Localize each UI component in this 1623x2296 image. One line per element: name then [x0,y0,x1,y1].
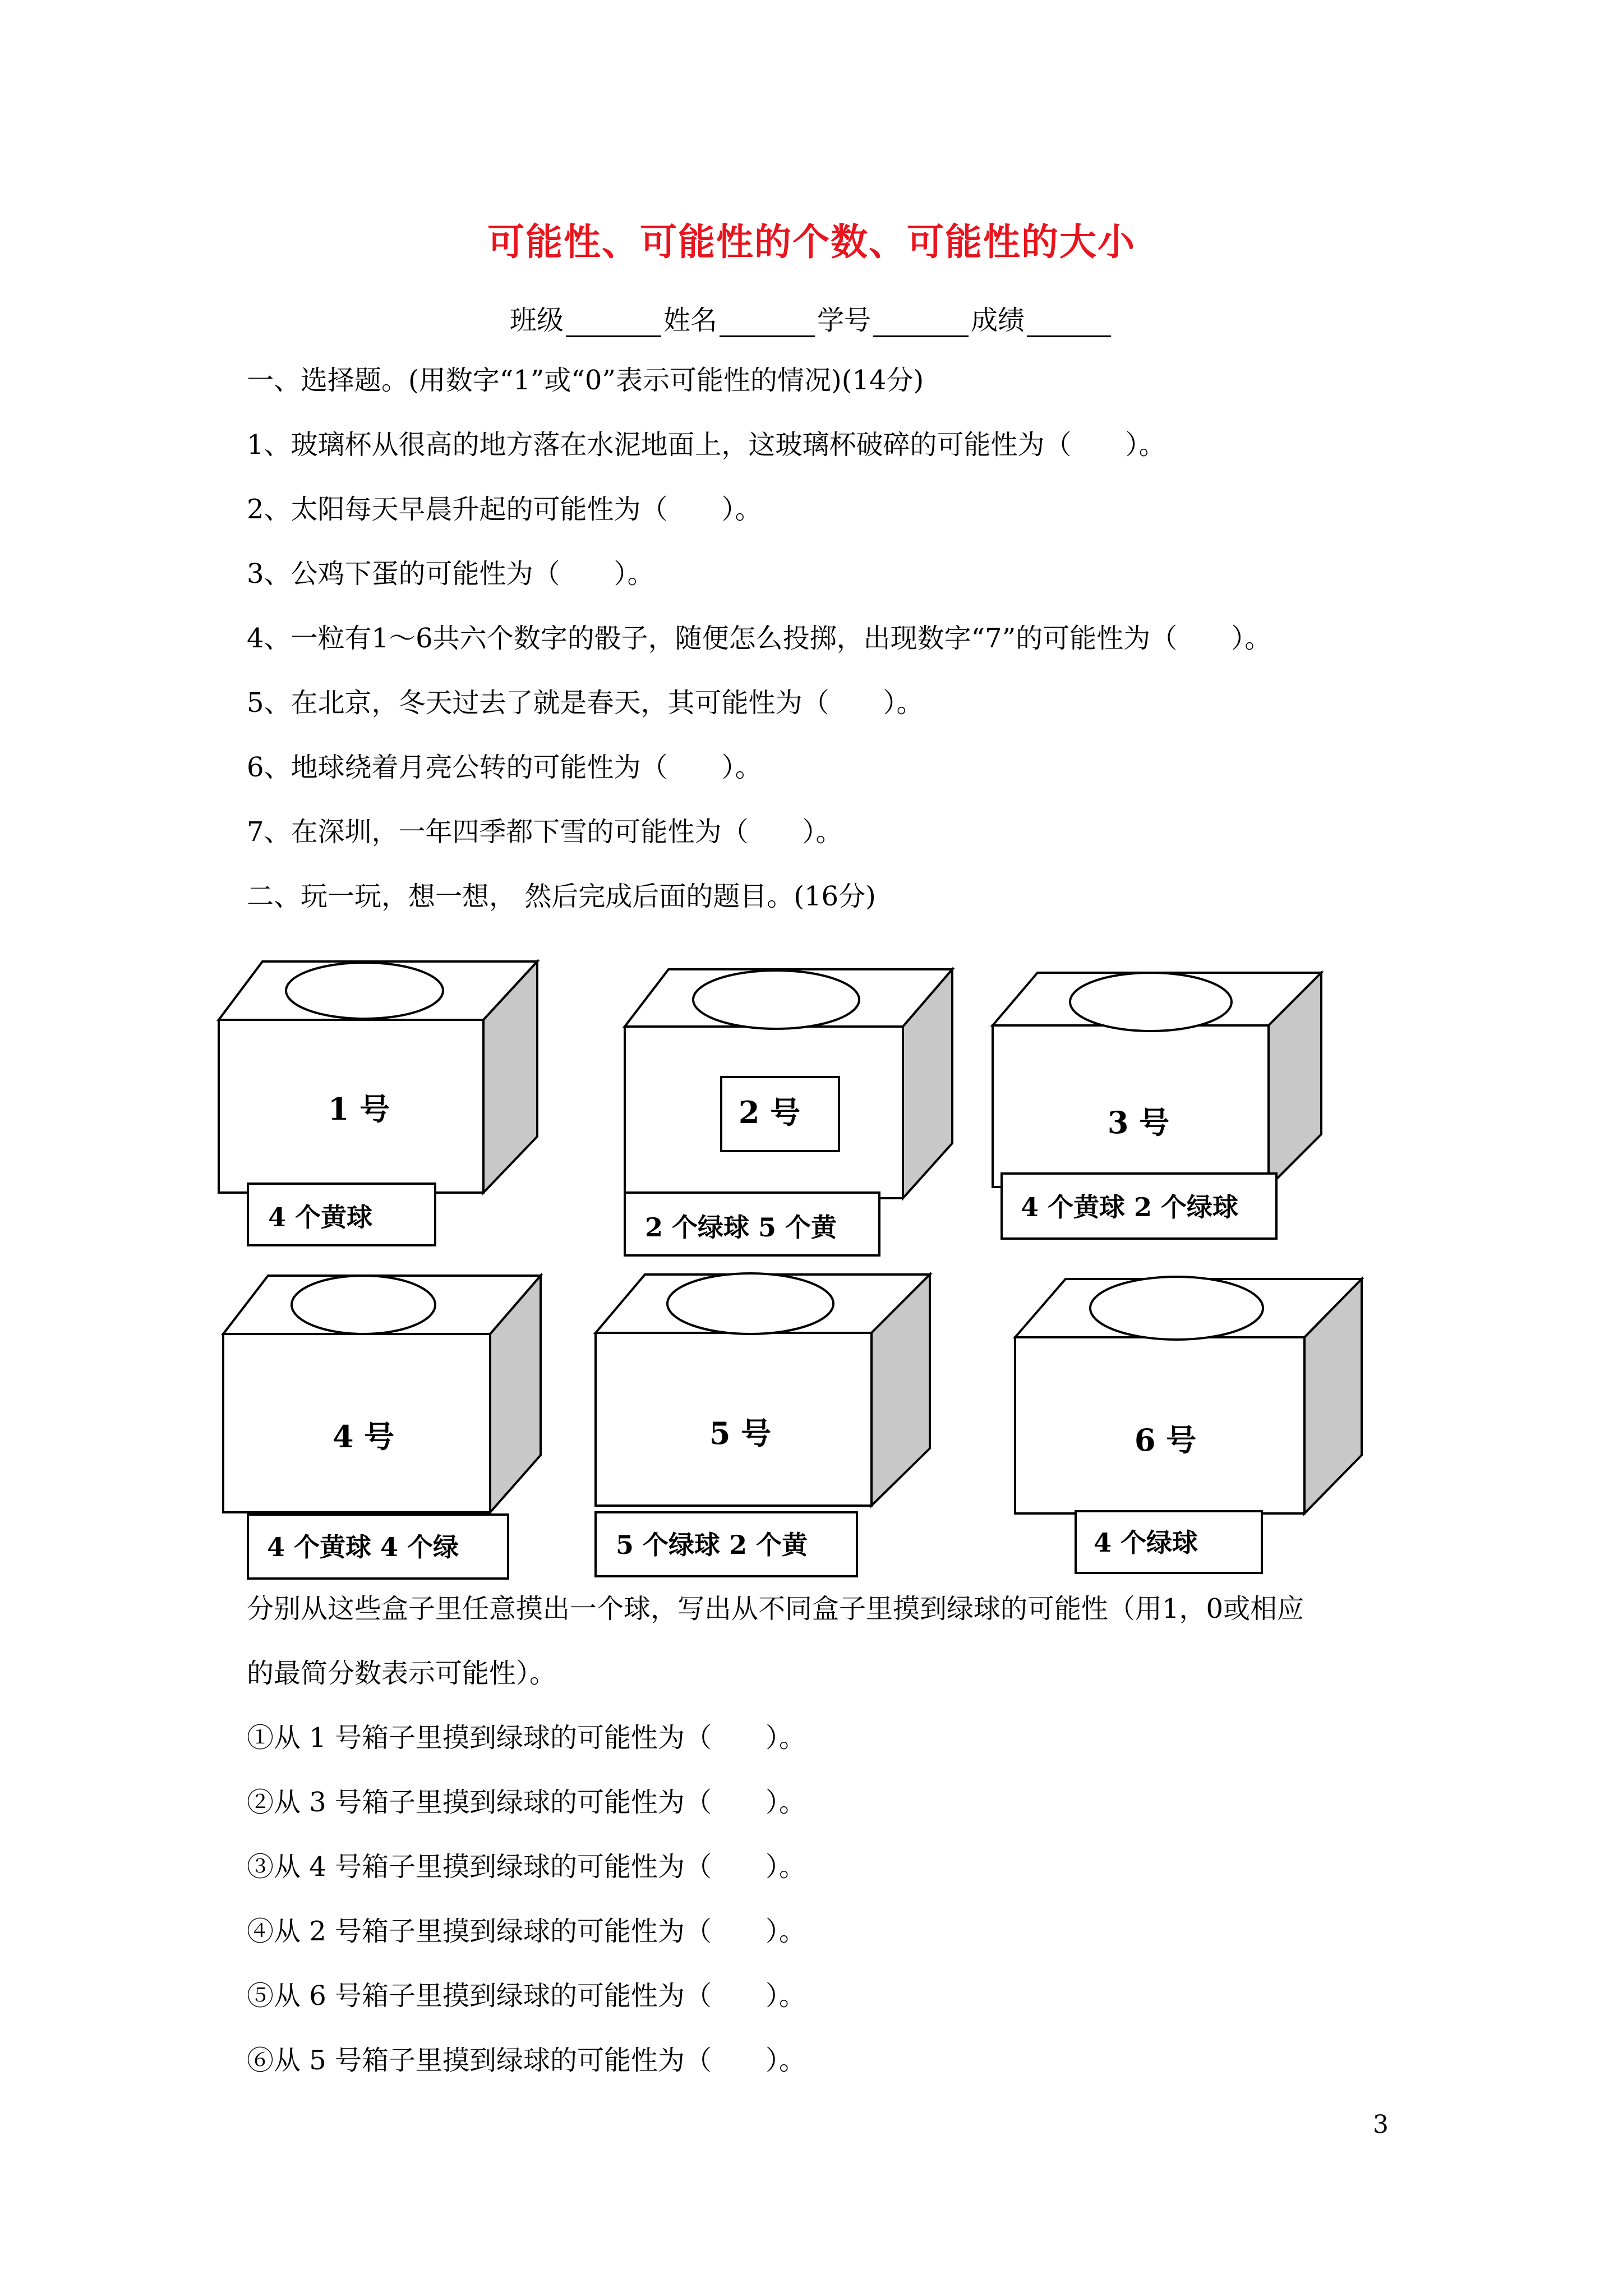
section2-question: ①从 1 号箱子里摸到绿球的可能性为（ ）。 [247,1722,806,1754]
box-label: 5 号 [709,1415,772,1451]
page-number: 3 [1373,2110,1389,2139]
box-contents: 5 个绿球 2 个黄 [616,1530,808,1560]
page-title: 可能性、可能性的个数、可能性的大小 [487,220,1136,264]
box-label: 3 号 [1107,1105,1170,1140]
box-label: 6 号 [1134,1422,1197,1458]
box-contents: 4 个绿球 [1094,1527,1198,1558]
box-label: 2 号 [738,1094,801,1130]
section1-question: 5、在北京，冬天过去了就是春天，其可能性为（ ）。 [247,687,924,719]
score-label: 成绩 [971,305,1025,336]
name-label: 姓名 [663,305,717,336]
section2-question: ④从 2 号箱子里摸到绿球的可能性为（ ）。 [247,1916,806,1947]
section2-heading: 二、玩一玩，想一想， 然后完成后面的题目。(16分) [247,881,876,912]
section2-question: ③从 4 号箱子里摸到绿球的可能性为（ ）。 [247,1851,806,1883]
box-label: 1 号 [328,1091,390,1127]
section2-question: ⑤从 6 号箱子里摸到绿球的可能性为（ ）。 [247,1980,806,2012]
section1-heading: 一、选择题。(用数字“1”或“0”表示可能性的情况)(14分) [247,365,924,396]
box-contents: 4 个黄球 2 个绿球 [1021,1192,1239,1222]
section1-question: 2、太阳每天早晨升起的可能性为（ ）。 [247,494,762,525]
instruction-line: 分别从这些盒子里任意摸出一个球，写出从不同盒子里摸到绿球的可能性（用1，0或相应 [247,1593,1304,1625]
section2-question: ②从 3 号箱子里摸到绿球的可能性为（ ）。 [247,1787,806,1818]
box-contents: 4 个黄球 4 个绿 [267,1532,459,1562]
section1-question: 7、在深圳，一年四季都下雪的可能性为（ ）。 [247,816,843,848]
section1-question: 1、玻璃杯从很高的地方落在水泥地面上，这玻璃杯破碎的可能性为（ ）。 [247,429,1166,461]
section1-question: 6、地球绕着月亮公转的可能性为（ ）。 [247,752,762,783]
section1-question: 3、公鸡下蛋的可能性为（ ）。 [247,558,654,590]
box-label: 4 号 [332,1419,395,1455]
section1-question: 4、一粒有1～6共六个数字的骰子，随便怎么投掷，出现数字“7”的可能性为（ ）。 [247,623,1272,654]
number-label: 学号 [817,305,872,336]
section2-question: ⑥从 5 号箱子里摸到绿球的可能性为（ ）。 [247,2045,806,2076]
box-contents: 4 个黄球 [268,1202,373,1232]
instruction-line: 的最简分数表示可能性）。 [247,1658,557,1689]
class-label: 班级 [509,305,564,336]
box-contents: 2 个绿球 5 个黄 [645,1212,837,1243]
